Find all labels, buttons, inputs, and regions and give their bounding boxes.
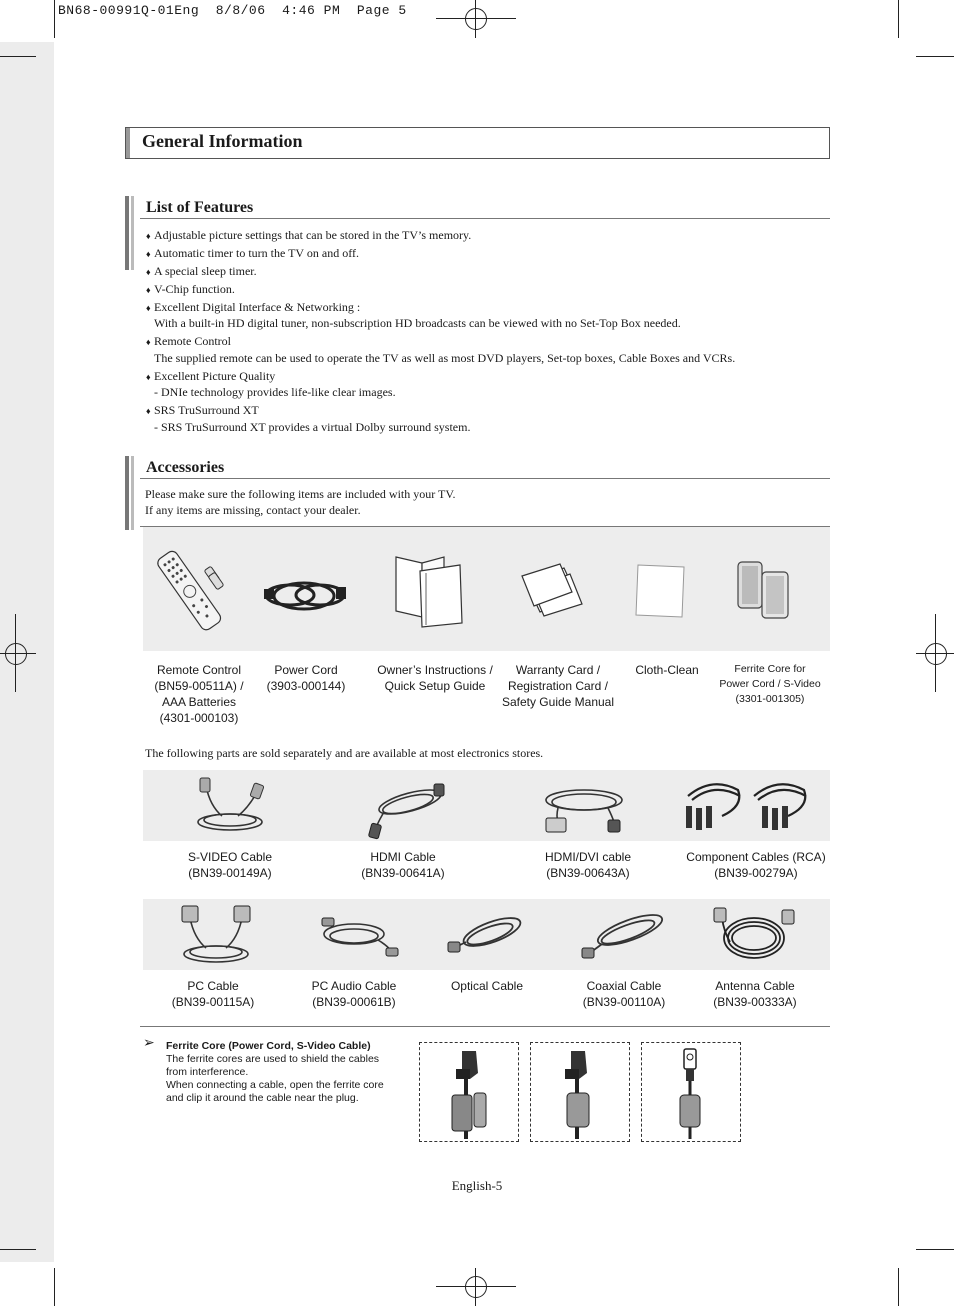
optional-item-caption: Component Cables (RCA) (BN39-00279A) [686, 850, 826, 880]
crop-mark [54, 0, 55, 38]
ferrite-clip-closing-icon [531, 1043, 629, 1141]
crop-mark [475, 0, 476, 38]
hdmi-cable-icon [364, 782, 448, 840]
antenna-cable-icon [708, 906, 798, 966]
divider [140, 218, 830, 219]
bullet-icon: ♦ [146, 249, 151, 259]
crop-mark [436, 18, 516, 19]
optional-item-caption: Coaxial Cable (BN39-00110A) [582, 979, 666, 1009]
remote-control-icon [150, 545, 230, 635]
crop-mark [916, 56, 954, 57]
crop-mark [0, 56, 36, 57]
optional-item-caption: Optical Cable [450, 979, 524, 993]
ferrite-illustration-box [641, 1042, 741, 1142]
ferrite-core-icon [734, 558, 794, 622]
section-bar [131, 456, 134, 530]
cloth-icon [634, 563, 688, 619]
component-cables-icon [682, 776, 814, 836]
print-slug: BN68-00991Q-01Eng 8/8/06 4:46 PM Page 5 [58, 3, 407, 18]
crop-mark [0, 653, 36, 654]
hdmi-dvi-cable-icon [542, 782, 628, 836]
registration-mark-icon [465, 8, 487, 30]
included-items-panel [143, 527, 830, 651]
crop-mark [916, 1249, 954, 1250]
divider [140, 1026, 830, 1027]
bullet-icon: ♦ [146, 285, 151, 295]
bullet-icon: ♦ [146, 231, 151, 241]
bullet-icon: ♦ [146, 406, 151, 416]
bullet-icon: ♦ [146, 267, 151, 277]
optional-item-caption: S-VIDEO Cable (BN39-00149A) [187, 850, 273, 880]
note-arrow-icon: ➢ [143, 1035, 155, 1051]
optional-item-caption: HDMI Cable (BN39-00641A) [361, 850, 445, 880]
power-cord-icon [262, 575, 348, 615]
crop-mark [898, 1268, 899, 1306]
list-item: ♦ SRS TruSurround XT [146, 403, 259, 417]
page-title: General Information [142, 131, 303, 151]
bullet-icon: ♦ [146, 372, 151, 382]
crop-mark [436, 1286, 516, 1287]
note-title: Ferrite Core (Power Cord, S-Video Cable) [166, 1040, 371, 1052]
optional-item-caption: HDMI/DVI cable (BN39-00643A) [544, 850, 632, 880]
pc-cable-icon [178, 904, 254, 966]
optional-item-caption: PC Audio Cable (BN39-00061B) [311, 979, 397, 1009]
crop-mark [898, 0, 899, 38]
list-item: ♦ A special sleep timer. [146, 264, 257, 278]
included-item-caption: Warranty Card / Registration Card / Safety Guide Manual [501, 663, 615, 709]
sold-separately-text: The following parts are sold separately and are available at most electronics stores. [145, 746, 544, 760]
page-margin-bottom [0, 1262, 54, 1306]
crop-mark [54, 1268, 55, 1306]
divider [140, 478, 830, 479]
registration-mark-icon [465, 1276, 487, 1298]
title-accent-bar [126, 128, 130, 158]
list-item: ♦ Remote Control [146, 334, 231, 348]
pc-audio-cable-icon [320, 910, 400, 962]
crop-mark [0, 1249, 36, 1250]
ferrite-illustration-box [530, 1042, 630, 1142]
list-item: ♦ V-Chip function. [146, 282, 235, 296]
ferrite-clip-open-icon [420, 1043, 518, 1141]
warranty-card-icon [520, 562, 586, 616]
manual-booklet-icon [392, 553, 466, 627]
optional-item-caption: Antenna Cable (BN39-00333A) [713, 979, 797, 1009]
accessories-intro: If any items are missing, contact your dealer. [145, 503, 361, 517]
accessories-intro: Please make sure the following items are included with your TV. [145, 487, 456, 501]
ferrite-note: Ferrite Core (Power Cord, S-Video Cable) The ferrite cores are used to shield the cables from interference. When connecting a cable, open the ferrite core and clip it around the cable near the plug. [166, 1040, 406, 1105]
bullet-icon: ♦ [146, 303, 151, 313]
optional-item-caption: PC Cable (BN39-00115A) [171, 979, 255, 1009]
list-item-detail: - SRS TruSurround XT provides a virtual Dolby surround system. [154, 420, 471, 434]
included-item-caption: Remote Control (BN59-00511A) / AAA Batteries (4301-000103) [154, 663, 244, 725]
ferrite-illustration-box [419, 1042, 519, 1142]
bullet-icon: ♦ [146, 337, 151, 347]
features-heading: List of Features [146, 199, 254, 216]
list-item-detail: - DNIe technology provides life-like clear images. [154, 385, 396, 399]
accessories-heading: Accessories [146, 459, 225, 476]
included-item-caption: Power Cord (3903-000144) [266, 663, 346, 693]
page-title-box [125, 127, 830, 159]
list-item-detail: With a built-in HD digital tuner, non-subscription HD broadcasts can be viewed with no Set-Top Box needed. [154, 316, 681, 330]
ferrite-clip-svideo-icon [642, 1043, 740, 1141]
list-item: ♦ Adjustable picture settings that can be stored in the TV’s memory. [146, 228, 472, 242]
list-item: ♦ Automatic timer to turn the TV on and off. [146, 246, 359, 260]
section-bar [125, 196, 129, 270]
included-item-caption: Cloth-Clean [635, 663, 699, 677]
optical-cable-icon [446, 912, 526, 960]
section-bar [125, 456, 129, 530]
page-margin-top [0, 0, 54, 42]
registration-mark-icon [5, 643, 27, 665]
svideo-cable-icon [192, 776, 268, 836]
page-number: English-5 [451, 1178, 503, 1193]
list-item-detail: The supplied remote can be used to operate the TV as well as most DVD players, Set-top boxes, Cable Boxes and VCRs. [154, 351, 736, 365]
crop-mark [935, 614, 936, 692]
crop-mark [15, 614, 16, 692]
coaxial-cable-icon [580, 910, 670, 962]
crop-mark [475, 1268, 476, 1306]
registration-mark-icon [925, 643, 947, 665]
included-item-caption: Ferrite Core for Power Cord / S-Video (3301-001305) [719, 663, 821, 705]
list-item: ♦ Excellent Digital Interface & Networking : [146, 300, 361, 314]
list-item: ♦ Excellent Picture Quality [146, 369, 276, 383]
included-item-caption: Owner’s Instructions / Quick Setup Guide [377, 663, 493, 693]
section-bar [131, 196, 134, 270]
